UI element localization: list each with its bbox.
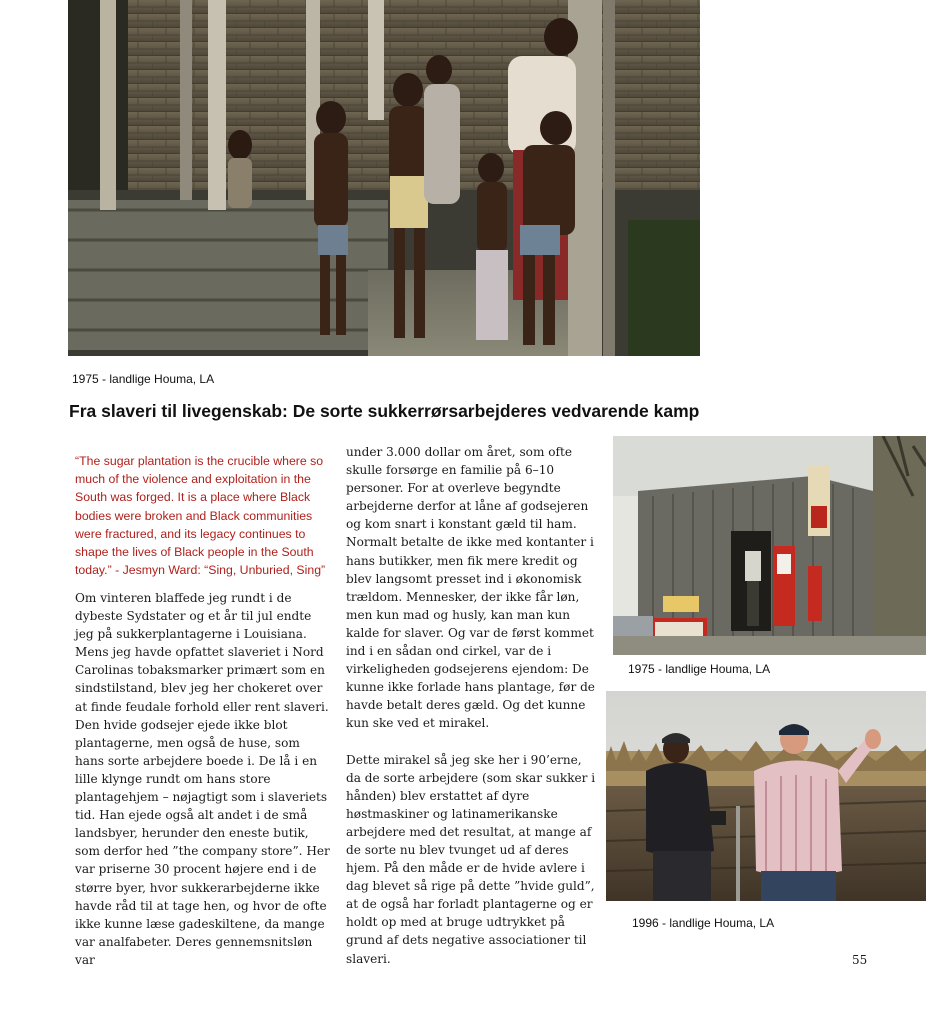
body-text-column-2 (346, 443, 598, 968)
photo-sugarcane-field (606, 691, 926, 901)
photo-company-store-caption: 1975 - landlige Houma, LA (628, 662, 771, 676)
photo-sugarcane-field-image (606, 691, 926, 901)
photo-company-store-image (613, 436, 926, 655)
photo-children-porch-caption: 1975 - landlige Houma, LA (72, 372, 215, 386)
pull-quote: “The sugar plantation is the crucible where so much of the violence and exploitation in the South was forged. It is a place where Black bodies were broken and Black communities were fractured, and its legacy continues to shape the lives of Black people in the South today.” - Jesmyn Ward: “Sing, Unburied, Sing” (75, 454, 326, 578)
photo-company-store (613, 436, 926, 655)
page-number: 55 (852, 953, 868, 967)
photo-children-porch (68, 0, 700, 356)
photo-sugarcane-field-caption: 1996 - landlige Houma, LA (632, 916, 775, 930)
body-paragraph: under 3.000 dollar om året, som ofte skulle forsørge en familie på 6–10 personer. For at overleve begyndte arbejderne derfor at låne af godsejeren og kom snart i konstant gæld til ham. Normalt betalte de ikke med kontanter i hans butikker, men fik mere kredit og blev langsomt presset ind i økonomisk trældom. Mennesker, der ikke får løn, men kun mad og husly, kan man kun kalde for slaver. Og var de først kommet ind i en sådan ond cirkel, var de i virkeligheden godsejerens ejendom: De kunne ikke forlade hans plantage, før de havde betalt deres gæld. Og det kunne kun ske ved et mirakel. (346, 445, 595, 731)
article-title: Fra slaveri til livegenskab: De sorte sukkerrørsarbejderes vedvarende kamp (69, 401, 700, 421)
body-paragraph: Dette mirakel så jeg ske her i 90’erne, da de sorte arbejdere (som skar sukker i hånden) blev erstattet af dyre høstmaskiner og latinamerikanske arbejdere med det resultat, at mange af de sorte nu blev tvunget ud af deres hjem. På den måde er de hvide avlere i dag blevet så rige på dette ”hvide guld”, at de også har forladt plantagerne og er holdt op med at bruge udtrykket på grund af dets negative associationer til slaveri. (346, 752, 596, 966)
photo-children-porch-image (68, 0, 700, 356)
body-text-column-1: Om vinteren blaffede jeg rundt i de dybeste Sydstater og et år til jul endte jeg på sukkerplantagerne i Louisiana. Mens jeg havde opfattet slaveriet i Nord Carolinas tobaksmarker primært som en sindstilstand, blev jeg her chokeret over at finde feudale forhold eller rent slaveri. Den hvide godsejer ejede ikke blot plantagerne, men også de huse, som hans sorte arbejdere boede i. De lå i en lille klynge rundt om hans store plantagehjem – nøjagtigt som i slaveriets tid. Han ejede også alt andet i de små landsbyer, herunder den eneste butik, som derfor hed ”the company store”. Her var priserne 30 procent højere end i de større byer, hvor sukkerarbejderne ikke havde råd til at tage hen, og hvor de ofte ikke kunne læse gadeskiltene, da mange var analfabeter. Deres gennemsnitsløn var (75, 591, 330, 967)
